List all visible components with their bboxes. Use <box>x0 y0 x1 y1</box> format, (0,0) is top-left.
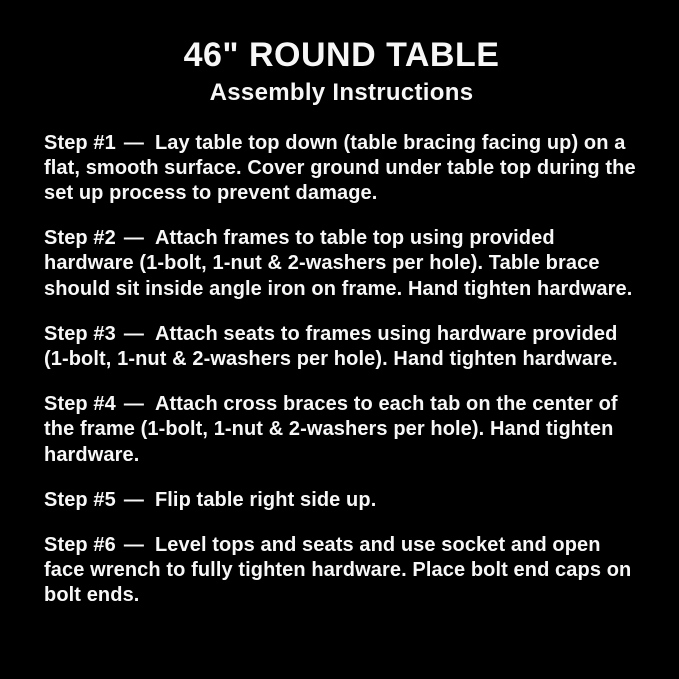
step-item <box>44 392 639 468</box>
step-dash: — <box>123 131 144 154</box>
step-label: Step #4 <box>44 393 116 416</box>
step-text: Flip table right side up. <box>154 488 377 511</box>
steps-list <box>44 131 639 609</box>
step-dash: — <box>123 533 144 556</box>
step-dash: — <box>123 488 144 511</box>
step-item <box>44 488 639 513</box>
step-label: Step #1 <box>44 131 116 154</box>
step-dash: — <box>123 393 144 416</box>
step-text: Attach seats to frames using hardware provided (1-bolt, 1-nut & 2-washers per hole). Hand tighten hardware. <box>44 322 618 370</box>
step-item <box>44 131 639 207</box>
page-title: 46" ROUND TABLE <box>183 36 500 74</box>
page-subtitle: Assembly Instructions <box>209 79 474 107</box>
step-text: Attach cross braces to each tab on the center of the frame (1-bolt, 1-nut & 2-washers per hole). Hand tighten hardware. <box>44 393 618 466</box>
step-dash: — <box>123 322 144 345</box>
step-text: Level tops and seats and use socket and open face wrench to fully tighten hardware. Place bolt end caps on bolt ends. <box>44 533 632 607</box>
step-item <box>44 226 639 302</box>
step-label: Step #6 <box>44 533 116 556</box>
step-item <box>44 322 639 372</box>
step-label: Step #5 <box>44 488 116 511</box>
step-item <box>44 533 639 609</box>
step-label: Step #2 <box>44 227 116 250</box>
step-dash: — <box>123 227 144 250</box>
step-text: Attach frames to table top using provided hardware (1-bolt, 1-nut & 2-washers per hole). Table brace should sit inside angle iron on frame. Hand tighten hardware. <box>44 227 633 300</box>
step-text: Lay table top down (table bracing facing up) on a flat, smooth surface. Cover ground under table top during the set up process to prevent damage. <box>44 131 636 205</box>
step-label: Step #3 <box>44 322 116 345</box>
